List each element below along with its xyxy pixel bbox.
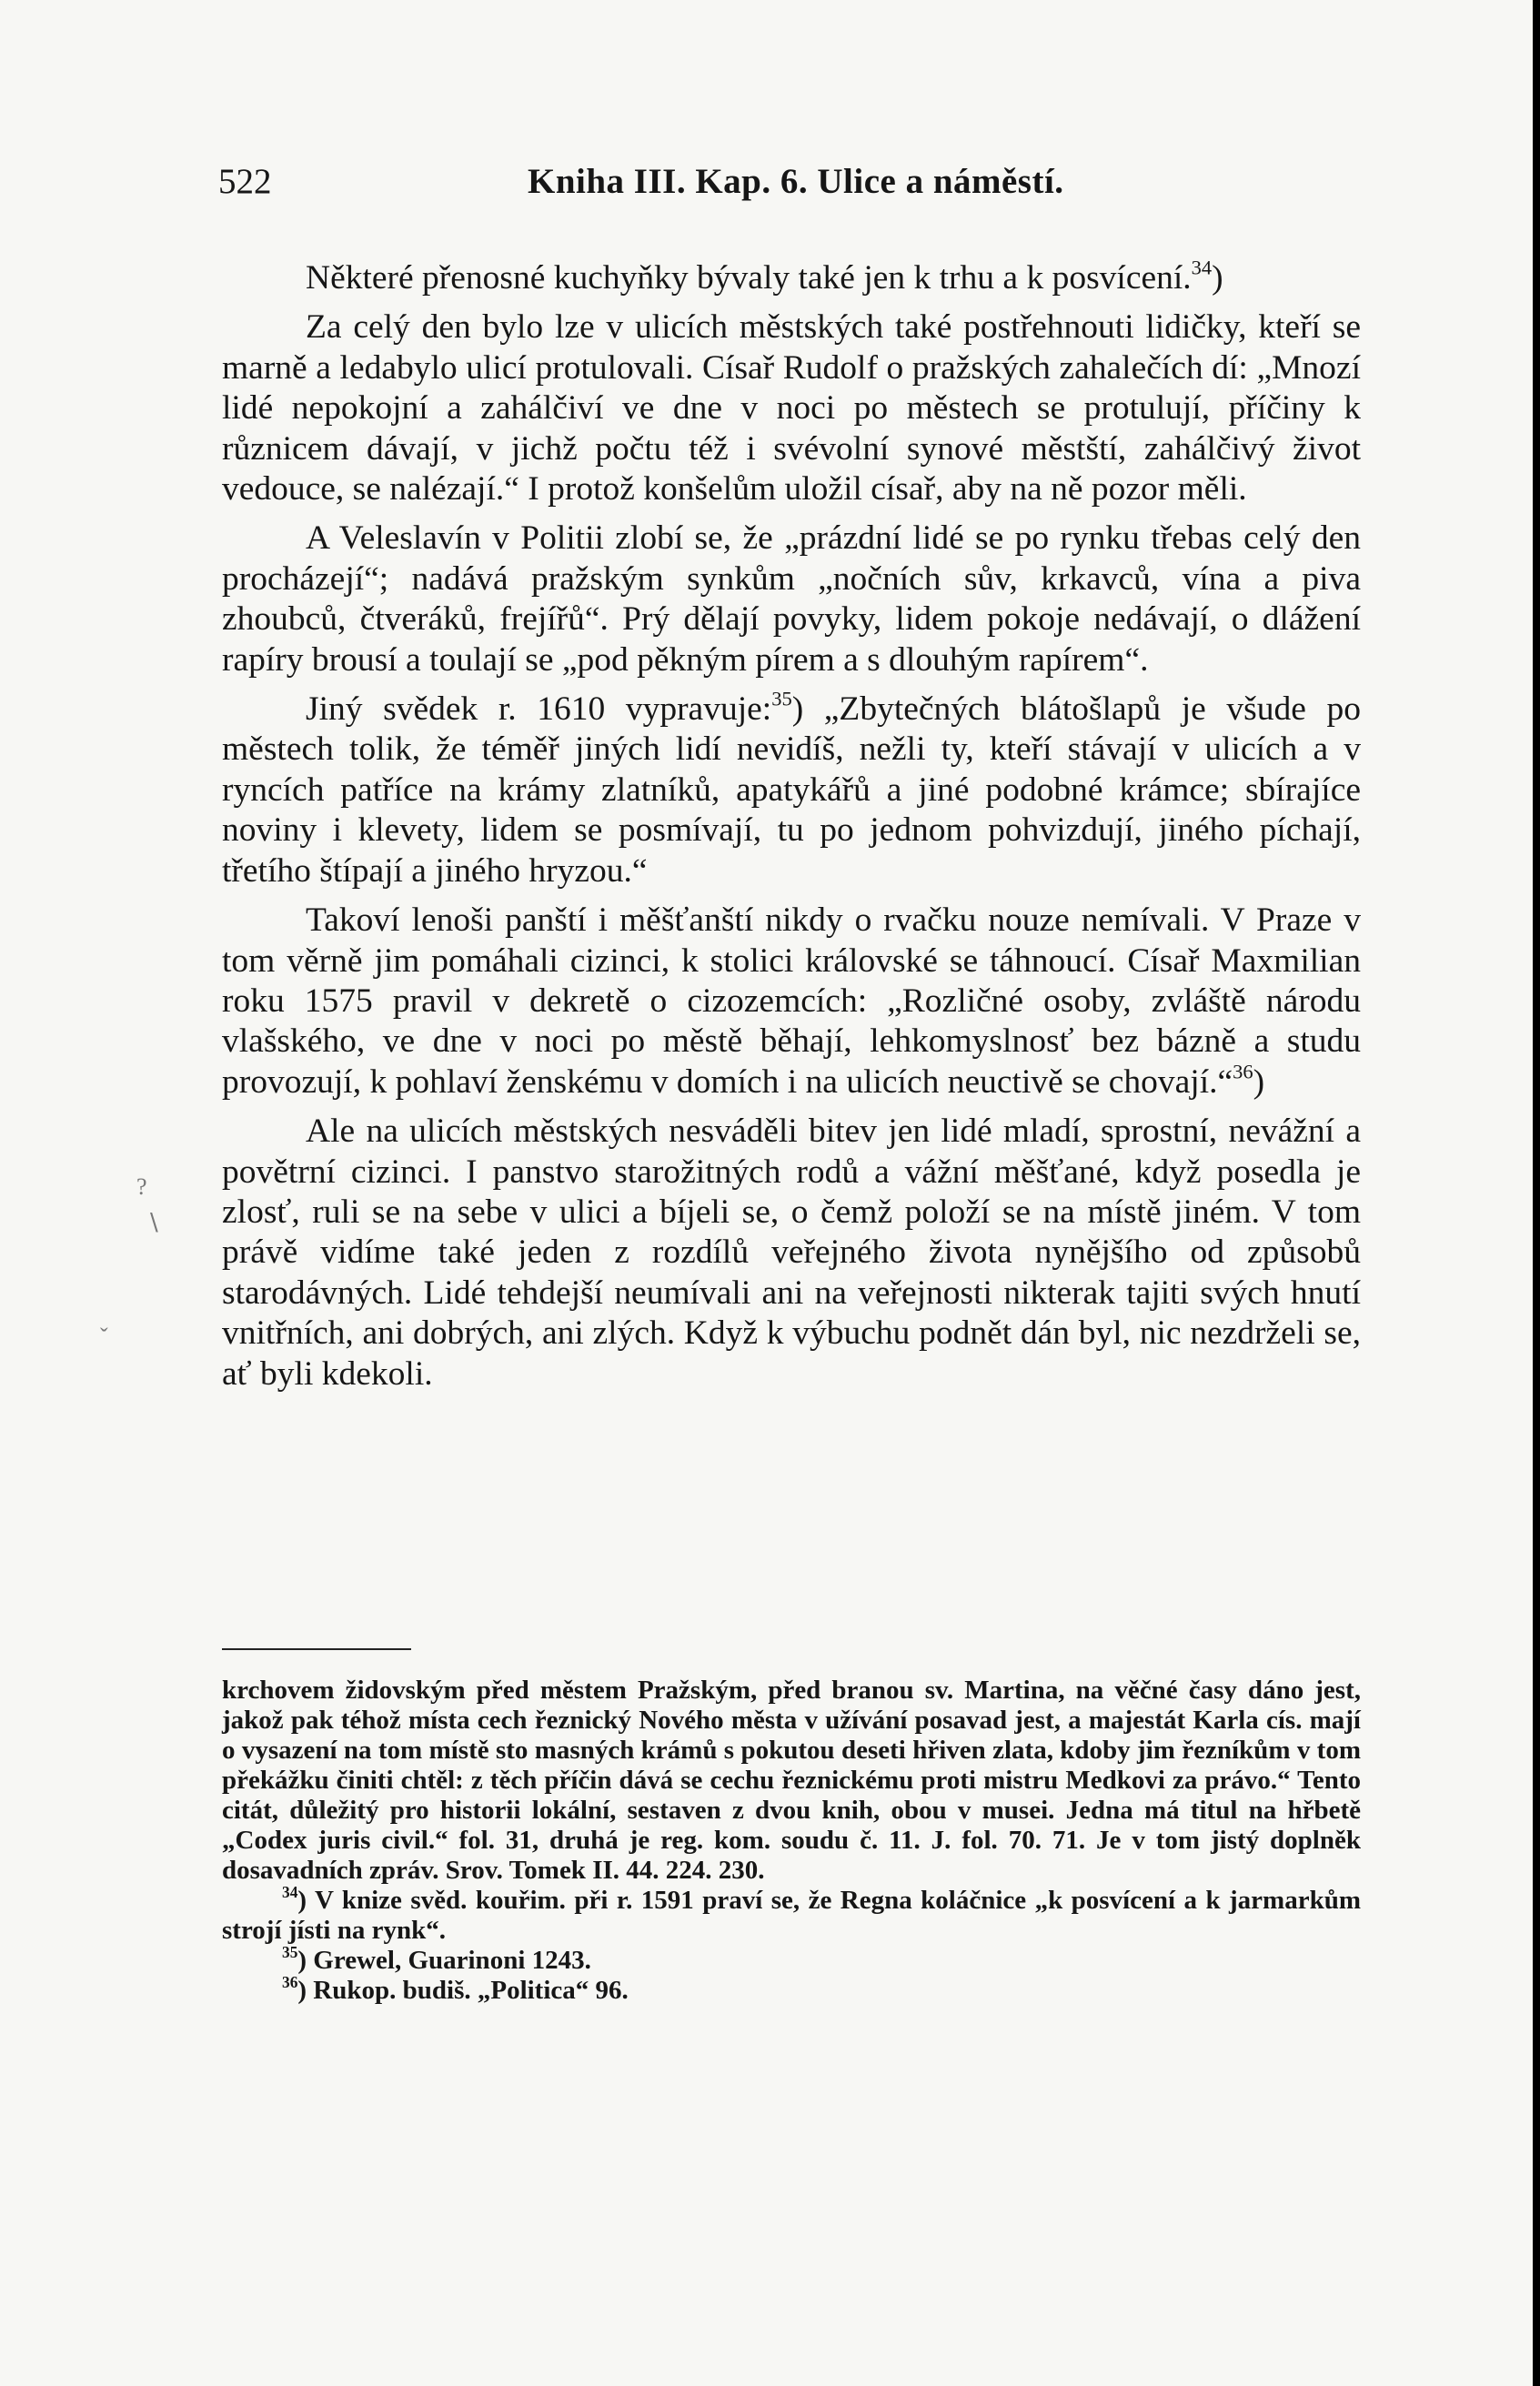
page-number: 522 bbox=[218, 162, 272, 201]
paragraph: A Veleslavín v Politii zlobí se, že „prázdní lidé se po rynku třebas celý den procházejí“; nadává pražským synkům „nočních sův, krkavců, vína a piva zhoubců, čtveráků, frejířů“. Prý dělají povyky, lidem pokoje nedávají, o dlážení rapíry brousí a toulají se „pod pěkným pírem a s dlouhým rapírem“. bbox=[222, 519, 1361, 679]
footnotes bbox=[222, 1676, 1361, 2006]
paragraph: Některé přenosné kuchyňky bývaly také jen k trhu a k posvícení.$^{34}$) bbox=[306, 256, 1223, 297]
running-head: Kniha III. Kap. 6. Ulice a náměstí. bbox=[528, 162, 1064, 201]
paragraph: Takoví lenoši panští i měšťanští nikdy o rvačku nouze nemívali. V Praze v tom věrně jim pomáhali cizinci, k stolici královské se táhnoucí. Císař Maxmilian roku 1575 pravil v dekretě o cizozemcích: „Rozličné osoby, zvláště národu vlašského, ve dne v noci po městě běhají, lehkomyslnosť bez bázně a studu provozují, k pohlaví ženskému v domích i na ulicích neuctivě se chovají.“$^{36}$) bbox=[222, 901, 1361, 1101]
margin-pencil-mark: ? bbox=[136, 1173, 147, 1200]
margin-pencil-mark: ∖ bbox=[146, 1210, 161, 1236]
paragraph: Za celý den bylo lze v ulicích městských také postřehnouti lidičky, kteří se marně a ledabylo ulicí protulovali. Císař Rudolf o pražských zahalečích dí: „Mnozí lidé nepokojní a zahálčiví ve dne v noci po městech se protulují, příčiny k různicem dávají, v jichž počtu též i svévolní synové městští, zahálčivý život vedouce, se nalézají.“ I protož konšelům uložil císař, aby na ně pozor měli. bbox=[222, 308, 1361, 508]
footnote: $^{34}$) V knize svěd. kouřim. při r. 1591 praví se, že Regna koláčnice „k posvícení a k jarmarkům strojí jísti na rynk“. bbox=[222, 1882, 1361, 1945]
page-header bbox=[218, 161, 1359, 206]
footnote-ref[interactable]: 36 bbox=[1233, 1059, 1253, 1082]
paragraph: Ale na ulicích městských nesváděli bitev jen lidé mladí, sprostní, nevážní a povětrní cizinci. I panstvo starožitných rodů a vážní měšťané, když posedla je zlosť, ruli se na sebe v ulici a bíjeli se, o čemž položí se na místě jiném. V tom právě vidíme také jeden z rozdílů veřejného života nynějšího od způsobů starodávných. Lidé tehdejší neumívali ani na veřejnosti nikterak tajiti svých hnutí vnitřních, ani dobrých, ani zlých. Když k výbuchu podnět dán byl, nic nezdrželi se, ať byli kdekoli. bbox=[222, 1112, 1361, 1393]
margin-pencil-mark: ˇ bbox=[100, 1324, 108, 1350]
footnote-continuation: krchovem židovským před městem Pražským, před branou sv. Martina, na věčné časy dáno jest, jakož pak téhož místa cech řeznický Nového města v užívání posavad jest, a majestát Karla cís. mají o vysazení na tom místě sto masných krámů s pokutou deseti hřiven zlata, kdoby jim řezníkům v tom překážku činiti chtěl: z těch příčin dává se cechu řeznickému proti mistru Medkovi za právo.“ Tento citát, důležitý pro historii lokální, sestaven z dvou knih, obou v musei. Jedna má titul na hřbetě „Codex juris civil.“ fol. 31, druhá je reg. kom. soudu č. 11. J. fol. 70. 71. Je v tom jistý doplněk dosavadních zpráv. Srov. Tomek II. 44. 224. 230. bbox=[222, 1676, 1361, 1885]
footnote-ref[interactable]: 34 bbox=[1191, 256, 1213, 279]
footnote-divider bbox=[222, 1648, 411, 1650]
footnote-ref[interactable]: 35 bbox=[771, 687, 792, 710]
footnote: $^{35}$) Grewel, Guarinoni 1243. bbox=[282, 1942, 591, 1975]
footnote: $^{36}$) Rukop. budiš. „Politica“ 96. bbox=[282, 1972, 629, 2005]
paragraph: Jiný svědek r. 1610 vypravuje:$^{35}$) „Zbytečných blátošlapů je všude po městech tolik, že téměř jiných lidí nevidíš, nežli ty, kteří stávají v ulicích a v ryncích patříce na krámy zlatníků, apatykářů a jiné podobné krámce; sbírajíce noviny i klevety, lidem se posmívají, tu po jednom pohvizdují, jiného píchají, třetího štípají a jiného hryzou.“ bbox=[222, 687, 1361, 890]
body-text bbox=[222, 258, 1361, 1404]
